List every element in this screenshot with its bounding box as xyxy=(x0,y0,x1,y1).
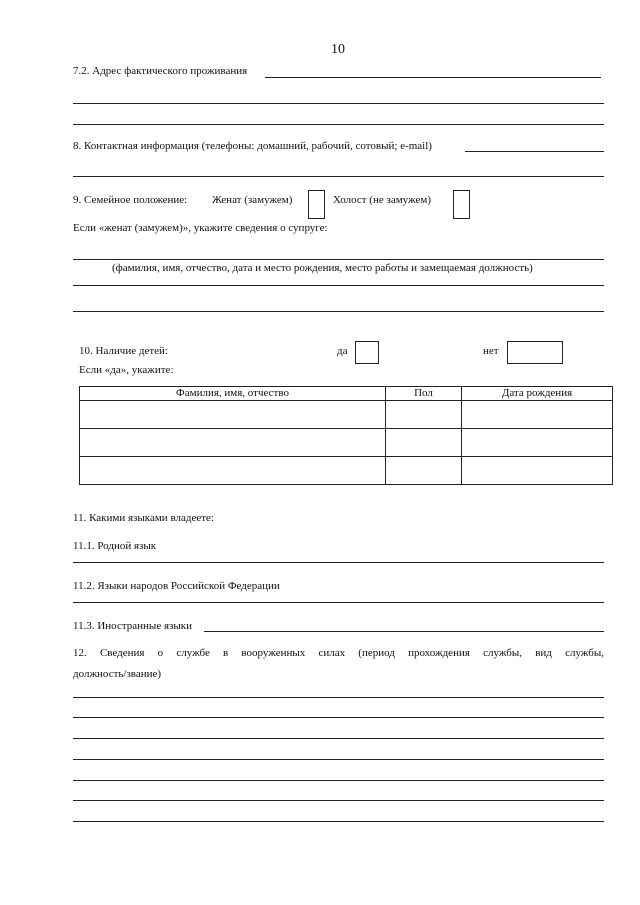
address-field-line-2[interactable] xyxy=(73,103,604,104)
address-label: 7.2. Адрес фактического проживания xyxy=(73,65,248,77)
cell-sex[interactable] xyxy=(386,429,462,457)
military-label-continued: должность/звание) xyxy=(73,668,162,680)
military-label: 12. Сведения о службе в вооруженных силах (период прохождения службы, вид службы, xyxy=(73,647,604,659)
spouse-field-line-1[interactable] xyxy=(73,259,604,260)
children-yes-label: да xyxy=(337,345,348,357)
column-header-full-name: Фамилия, имя, отчество xyxy=(80,387,386,401)
native-language-label: 11.1. Родной язык xyxy=(73,540,157,552)
military-field-line-4[interactable] xyxy=(73,759,604,760)
children-yes-checkbox[interactable] xyxy=(355,341,379,364)
table-row xyxy=(80,457,613,485)
spouse-field-line-2[interactable] xyxy=(73,285,604,286)
column-header-birth-date: Дата рождения xyxy=(462,387,613,401)
children-table-header xyxy=(80,387,613,401)
children-table xyxy=(79,386,613,485)
address-field-line-3[interactable] xyxy=(73,124,604,125)
cell-sex[interactable] xyxy=(386,401,462,429)
military-field-line-3[interactable] xyxy=(73,738,604,739)
contacts-label: 8. Контактная информация (телефоны: домашний, рабочий, сотовый; e-mail) xyxy=(73,140,432,152)
children-prompt: Если «да», укажите: xyxy=(79,364,174,376)
military-field-line-5[interactable] xyxy=(73,780,604,781)
cell-full-name[interactable] xyxy=(80,457,386,485)
address-field-line-1[interactable] xyxy=(265,77,601,78)
married-option-label: Женат (замужем) xyxy=(212,194,293,206)
spouse-hint: (фамилия, имя, отчество, дата и место рождения, место работы и замещаемая должность) xyxy=(112,262,533,274)
russian-peoples-languages-label: 11.2. Языки народов Российской Федерации xyxy=(73,580,280,592)
spouse-prompt: Если «женат (замужем)», укажите сведения о супруге: xyxy=(73,222,328,234)
cell-birth-date[interactable] xyxy=(462,457,613,485)
foreign-languages-field-line[interactable] xyxy=(204,631,604,632)
children-no-checkbox[interactable] xyxy=(507,341,563,364)
languages-heading: 11. Какими языками владеете: xyxy=(73,512,214,524)
cell-birth-date[interactable] xyxy=(462,401,613,429)
table-row xyxy=(80,401,613,429)
children-no-label: нет xyxy=(483,345,499,357)
contacts-field-line-2[interactable] xyxy=(73,176,604,177)
military-field-line-6[interactable] xyxy=(73,800,604,801)
military-field-line-7[interactable] xyxy=(73,821,604,822)
cell-full-name[interactable] xyxy=(80,429,386,457)
column-header-sex: Пол xyxy=(386,387,462,401)
single-checkbox[interactable] xyxy=(453,190,470,219)
contacts-field-line-1[interactable] xyxy=(465,151,604,152)
russian-peoples-languages-field-line[interactable] xyxy=(73,602,604,603)
spouse-field-line-3[interactable] xyxy=(73,311,604,312)
cell-sex[interactable] xyxy=(386,457,462,485)
single-option-label: Холост (не замужем) xyxy=(333,194,431,206)
cell-full-name[interactable] xyxy=(80,401,386,429)
foreign-languages-label: 11.3. Иностранные языки xyxy=(73,620,192,632)
marital-label: 9. Семейное положение: xyxy=(73,194,188,206)
married-checkbox[interactable] xyxy=(308,190,325,219)
cell-birth-date[interactable] xyxy=(462,429,613,457)
military-field-line-1[interactable] xyxy=(73,697,604,698)
children-label: 10. Наличие детей: xyxy=(79,345,168,357)
native-language-field-line[interactable] xyxy=(73,562,604,563)
table-row xyxy=(80,429,613,457)
page-number: 10 xyxy=(331,42,345,57)
military-field-line-2[interactable] xyxy=(73,717,604,718)
